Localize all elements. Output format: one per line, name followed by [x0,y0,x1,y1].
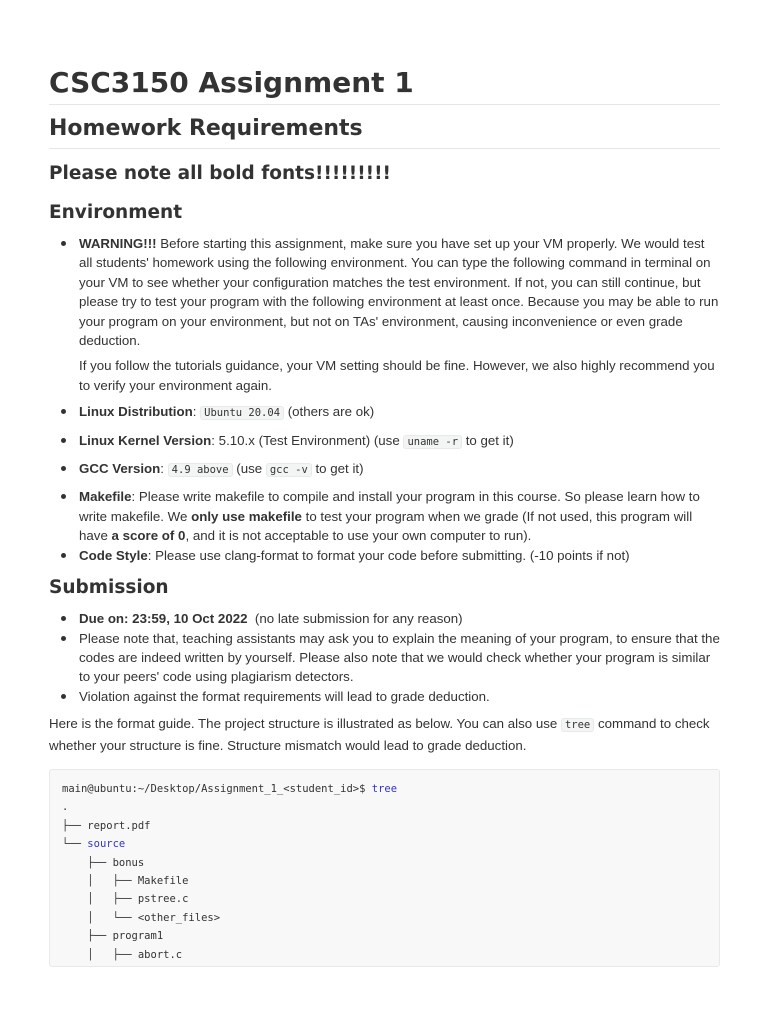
separator: : [192,404,201,420]
separator: : [160,461,168,477]
code-block [49,769,720,967]
kernel-label: Linux Kernel Version [79,432,212,448]
warning-followup: If you follow the tutorials guidance, your VM setting should be fine. However, we also highly recommend you to verify your environment again. [79,358,715,393]
submission-heading: Submission [49,577,169,599]
tree-line: . [62,801,69,814]
list-item-violation: Violation against the format requirements will lead to grade deduction. [79,687,720,706]
list-item-kernel [79,431,720,452]
code-style-text: : Please use clang-format to format your code before submitting. (-10 points if not) [147,547,630,563]
inline-code: Ubuntu 20.04 [200,406,284,420]
gcc-label: GCC Version [79,461,161,477]
requirements-list [49,487,720,565]
list-item-explain: Please note that, teaching assistants may ask you to explain the meaning of your program, to ensure that the codes are indeed written by yourself. Please also note that we would check whether your program is similar to your peers' code using plagiarism detectors. [79,629,720,687]
document [49,66,720,967]
format-guide-text: Here is the format guide. The project structure is illustrated as below. You can also use [49,716,561,732]
makefile-bold: only use makefile [191,508,302,524]
shell-command: tree [371,782,398,795]
tree-line: ├── bonus [62,856,145,869]
shell-prompt: main@ubuntu:~/Desktop/Assignment_1_<student_id>$ [62,782,372,795]
tree-line: │ ├── pstree.c [62,893,189,906]
page-title: CSC3150 Assignment 1 [49,66,720,105]
code-style-label: Code Style [79,547,148,563]
list-item-due [79,609,720,628]
tree-line: │ ├── Makefile [62,874,189,887]
linux-dist-tail: (others are ok) [284,404,375,420]
tree-line: ├── report.pdf [62,819,151,832]
gcc-tail: to get it) [311,461,364,477]
environment-list [49,234,720,480]
tree-line: ├── program1 [62,930,164,943]
list-item-makefile [79,487,720,545]
tree-dir-source: source [87,838,126,851]
list-item-gcc [79,459,720,480]
makefile-text: : Please write makefile to compile and install your program in this course. So please learn how to write makefile. We [79,489,700,524]
warning-text: Before starting this assignment, make sure you have set up your VM properly. We would test all students' homework using the following environment. You can type the following command in terminal on your VM to see whether your configuration matches the test environment. If not, you can still continue, but please try to test your program with the following environment at least once. Because you may be able to run your program on your environment, but not on TAs' environment, causing inconvenience or even grade deduction. [79,236,719,349]
list-item-warning [79,234,720,395]
submission-list [49,609,720,706]
makefile-label: Makefile [79,489,132,505]
environment-heading: Environment [49,202,183,223]
makefile-text: , and it is not acceptable to use your own computer to run). [185,528,532,544]
format-guide-paragraph [49,714,720,755]
tree-line: │ └── <other_files> [62,911,221,924]
format-guide-text: command to check whether your structure is fine. Structure mismatch would lead to grade deduction. [49,716,710,753]
list-item-code-style [79,546,720,565]
makefile-text: to test your program when we grade (If not used, this program will have [79,508,693,544]
linux-dist-label: Linux Distribution [79,404,193,420]
tree-line: │ ├── abort.c [62,948,183,961]
inline-code: gcc -v [266,463,312,477]
makefile-bold: a score of 0 [111,528,186,544]
kernel-text: : 5.10.x (Test Environment) (use [211,432,404,448]
due-label: Due on: 23:59, 10 Oct 2022 [79,611,248,627]
due-tail: (no late submission for any reason) [247,611,463,627]
section-title: Homework Requirements [49,115,720,149]
inline-code: tree [561,718,594,732]
note-heading: Please note all bold fonts!!!!!!!!! [49,163,391,184]
inline-code: 4.9 above [168,463,233,477]
tree-line-prefix: └── [62,838,88,851]
gcc-mid: (use [232,461,266,477]
kernel-tail: to get it) [462,432,514,448]
warning-label: WARNING!!! [79,236,157,251]
list-item-linux-distribution [79,402,720,423]
inline-code: uname -r [403,435,462,449]
